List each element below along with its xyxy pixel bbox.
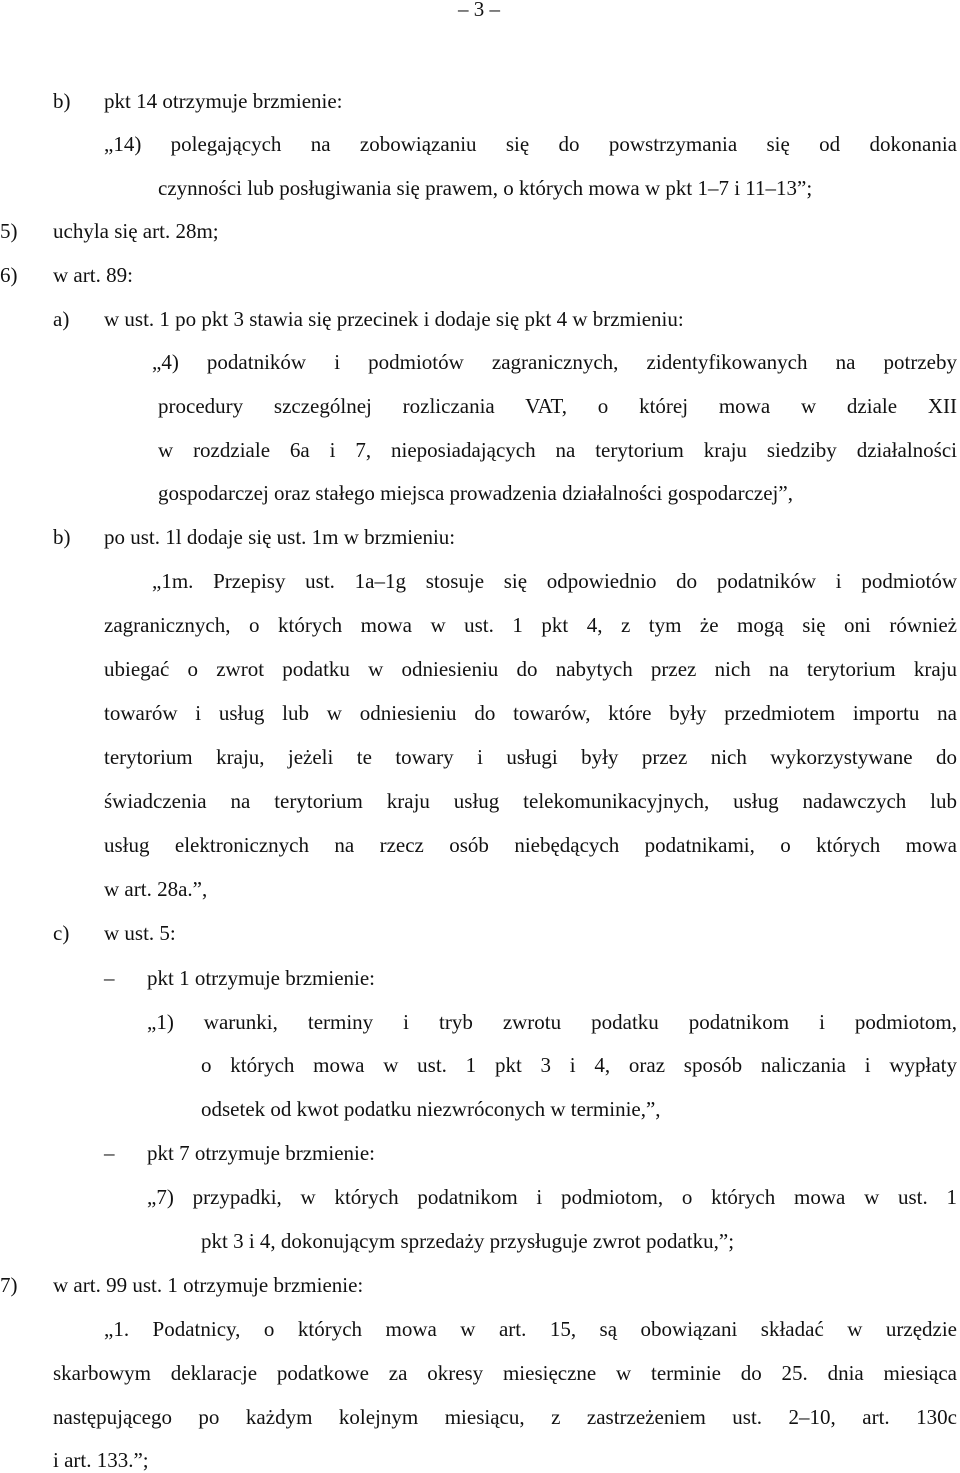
list-marker: b) — [53, 525, 71, 549]
list-marker: 7) — [0, 1273, 18, 1297]
text-line: po ust. 1l dodaje się ust. 1m w brzmieniu: — [104, 525, 456, 549]
text-line: pkt 1 otrzymuje brzmienie: — [147, 966, 376, 990]
list-marker: c) — [53, 921, 70, 945]
text-line: „4) podatników i podmiotów zagranicznych, zidentyfikowanych na potrzeby — [152, 350, 957, 374]
text-line: pkt 7 otrzymuje brzmienie: — [147, 1141, 376, 1165]
list-marker: a) — [53, 307, 70, 331]
text-line: procedury szczególnej rozliczania VAT, o której mowa w dziale XII — [158, 394, 957, 418]
text-line: terytorium kraju, jeżeli te towary i usługi były przez nich wykorzystywane do — [104, 745, 957, 769]
text-line: następującego po każdym kolejnym miesiącu, z zastrzeżeniem ust. 2–10, art. 130c — [53, 1405, 957, 1429]
text-line: „14) polegających na zobowiązaniu się do powstrzymania się od dokonania — [104, 132, 957, 156]
text-line: pkt 3 i 4, dokonującym sprzedaży przysługuje zwrot podatku,”; — [201, 1229, 735, 1253]
text-line: uchyla się art. 28m; — [53, 219, 219, 243]
text-line: o których mowa w ust. 1 pkt 3 i 4, oraz sposób naliczania i wypłaty — [201, 1053, 957, 1077]
dash-marker: – — [104, 1141, 115, 1165]
text-line: „1m. Przepisy ust. 1a–1g stosuje się odpowiednio do podatników i podmiotów — [152, 569, 957, 593]
text-line: skarbowym deklaracje podatkowe za okresy miesięczne w terminie do 25. dnia miesiąca — [53, 1361, 957, 1385]
text-line: i art. 133.”; — [53, 1448, 149, 1472]
text-line: świadczenia na terytorium kraju usług telekomunikacyjnych, usług nadawczych lub — [104, 789, 957, 813]
text-line: „1. Podatnicy, o których mowa w art. 15, są obowiązani składać w urzędzie — [104, 1317, 957, 1341]
text-line: towarów i usług lub w odniesieniu do towarów, które były przedmiotem importu na — [104, 701, 957, 725]
text-line: w art. 89: — [53, 263, 133, 287]
list-marker: b) — [53, 89, 71, 113]
text-line: „7) przypadki, w których podatnikom i podmiotom, o których mowa w ust. 1 — [147, 1185, 957, 1209]
text-line: w rozdziale 6a i 7, nieposiadających na terytorium kraju siedziby działalności — [158, 438, 957, 462]
dash-marker: – — [104, 966, 115, 990]
text-line: w ust. 5: — [104, 921, 176, 945]
text-line: w art. 99 ust. 1 otrzymuje brzmienie: — [53, 1273, 364, 1297]
text-line: odsetek od kwot podatku niezwróconych w terminie,”, — [201, 1097, 661, 1121]
text-line: zagranicznych, o których mowa w ust. 1 pkt 4, z tym że mogą się oni również — [104, 613, 957, 637]
text-line: w art. 28a.”, — [104, 877, 208, 901]
list-marker: 6) — [0, 263, 18, 287]
text-line: gospodarczej oraz stałego miejsca prowadzenia działalności gospodarczej”, — [158, 481, 793, 505]
text-line: „1) warunki, terminy i tryb zwrotu podatku podatnikom i podmiotom, — [147, 1010, 957, 1034]
text-line: pkt 14 otrzymuje brzmienie: — [104, 89, 343, 113]
text-line: czynności lub posługiwania się prawem, o których mowa w pkt 1–7 i 11–13”; — [158, 176, 813, 200]
text-line: usług elektronicznych na rzecz osób niebędących podatnikami, o których mowa — [104, 833, 957, 857]
page-number: – 3 – — [458, 0, 500, 21]
list-marker: 5) — [0, 219, 18, 243]
text-line: w ust. 1 po pkt 3 stawia się przecinek i dodaje się pkt 4 w brzmieniu: — [104, 307, 684, 331]
text-line: ubiegać o zwrot podatku w odniesieniu do nabytych przez nich na terytorium kraju — [104, 657, 957, 681]
